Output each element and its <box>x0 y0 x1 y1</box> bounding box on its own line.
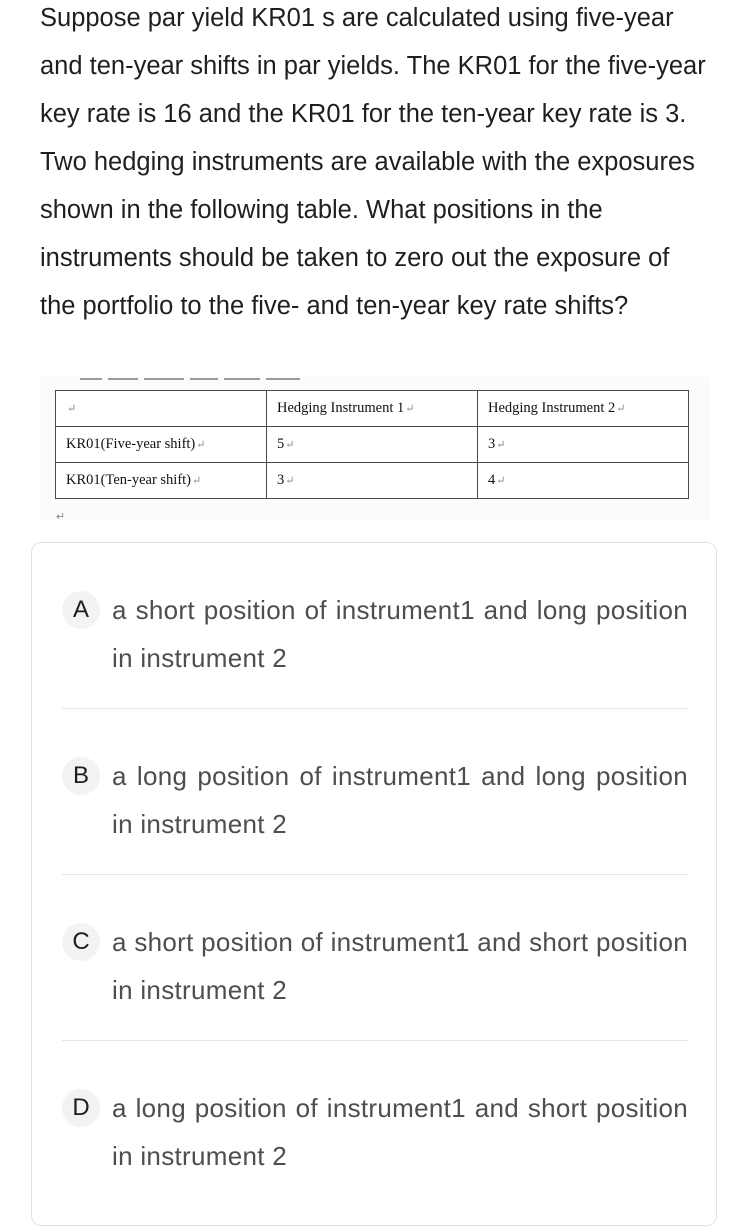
cell-end-mark: ↵ <box>285 439 295 451</box>
cell-end-mark: ↵ <box>192 475 202 487</box>
cell-end-mark: ↵ <box>67 403 77 415</box>
paragraph-mark: ↵ <box>56 511 66 523</box>
table-cell: 4↵ <box>478 463 689 499</box>
option-c[interactable] <box>62 907 688 1027</box>
cell-end-mark: ↵ <box>496 475 506 487</box>
option-letter-badge: D <box>62 1089 100 1127</box>
option-text: a short position of instrument1 and short position in instrument 2 <box>112 927 688 1005</box>
table-cell: 5↵ <box>267 427 478 463</box>
option-letter-badge: B <box>62 757 100 795</box>
cell-end-mark: ↵ <box>405 403 415 415</box>
option-text: a short position of instrument1 and long position in instrument 2 <box>112 595 688 673</box>
question-text: Suppose par yield KR01 s are calculated using five-year and ten-year shifts in par yields. The KR01 for the five-year key rate is 16 and the KR01 for the ten-year key rate is 3. Two hedging instruments are available with the exposures shown in the following table. What positions in the instruments should be taken to zero out the exposure of the portfolio to the five- and ten-year key rate shifts? <box>40 4 706 320</box>
table-header-row <box>56 391 689 427</box>
option-d[interactable] <box>62 1073 688 1193</box>
table-cell: KR01(Ten-year shift)↵ <box>56 463 267 499</box>
table-row <box>56 427 689 463</box>
table-cell: 3↵ <box>478 427 689 463</box>
table-row <box>56 463 689 499</box>
cell-end-mark: ↵ <box>196 439 206 451</box>
option-text: a long position of instrument1 and long position in instrument 2 <box>112 761 688 839</box>
table-cell <box>56 391 267 427</box>
exposure-table-image <box>40 377 710 521</box>
cell-end-mark: ↵ <box>285 475 295 487</box>
cell-end-mark: ↵ <box>496 439 506 451</box>
table-cell: 3↵ <box>267 463 478 499</box>
exposure-table <box>55 390 689 499</box>
option-letter-badge: C <box>62 923 100 961</box>
answer-options-card <box>31 542 717 1226</box>
option-divider <box>62 874 688 875</box>
cell-end-mark: ↵ <box>616 403 626 415</box>
option-text: a long position of instrument1 and short position in instrument 2 <box>112 1093 688 1171</box>
option-a[interactable] <box>62 575 688 695</box>
option-divider <box>62 708 688 709</box>
option-b[interactable] <box>62 741 688 861</box>
option-letter-badge: A <box>62 591 100 629</box>
table-cell: KR01(Five-year shift)↵ <box>56 427 267 463</box>
option-divider <box>62 1040 688 1041</box>
table-header-instrument-2: Hedging Instrument 2↵ <box>478 391 689 427</box>
table-header-instrument-1: Hedging Instrument 1↵ <box>267 391 478 427</box>
cropped-text-remnant <box>80 377 340 381</box>
